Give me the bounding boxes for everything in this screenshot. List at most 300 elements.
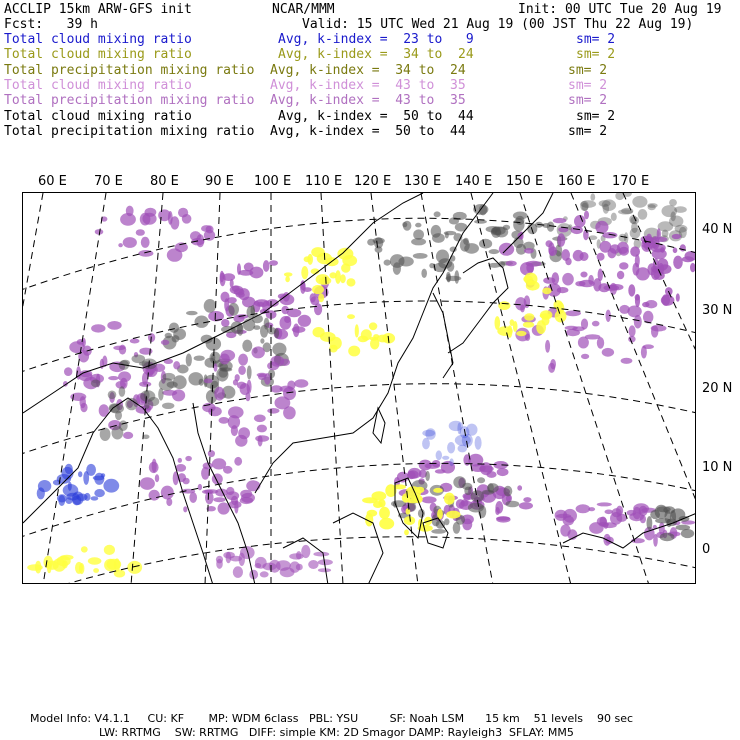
cloud-cell [565, 326, 578, 330]
cloud-cell [284, 316, 291, 323]
cloud-cell [136, 229, 145, 236]
field-name: Total cloud mixing ratio [4, 77, 192, 93]
cloud-cell [662, 230, 669, 238]
cloud-cell [621, 208, 633, 214]
cloud-cell [64, 367, 72, 376]
cloud-cell [446, 272, 451, 282]
cloud-cell [597, 502, 612, 506]
cloud-cell [287, 309, 301, 318]
cloud-cell [221, 319, 229, 327]
cloud-cell [555, 310, 567, 323]
cloud-cell [660, 533, 675, 541]
cloud-cell [442, 456, 449, 460]
field-levels: Avg, k-index = 34 to 24 [278, 47, 474, 63]
cloud-cell [370, 338, 379, 350]
cloud-cell [245, 392, 250, 401]
cloud-cell [139, 382, 151, 387]
cloud-cell [108, 376, 119, 380]
cloud-cell [519, 502, 533, 509]
latitude-label: 20 N [702, 381, 733, 396]
cloud-cell [645, 300, 657, 308]
cloud-cell [119, 345, 126, 355]
cloud-cell [660, 247, 665, 253]
model-title: ACCLIP 15km ARW-GFS init [4, 2, 192, 17]
cloud-cell [498, 301, 510, 310]
cloud-cell [194, 356, 205, 361]
cloud-cell [198, 484, 202, 490]
cloud-cell [218, 502, 230, 514]
cloud-cell [138, 250, 153, 257]
cloud-cell [597, 517, 607, 526]
cloud-cell [76, 494, 87, 501]
model-info-line1: Model Info: V4.1.1 CU: KF MP: WDM 6class PBL: YSU SF: Noah LSM 15 km 51 levels 90 sec [30, 712, 634, 725]
cloud-cell [655, 518, 671, 523]
cloud-cell [313, 552, 329, 557]
cloud-cell [235, 435, 247, 447]
longitude-line [43, 193, 106, 584]
cloud-cell [178, 458, 182, 463]
cloud-cell [444, 493, 455, 505]
cloud-cell [347, 314, 355, 319]
cloud-cell [58, 495, 65, 506]
cloud-cell [341, 263, 350, 272]
cloud-cell [398, 257, 413, 267]
coastline [433, 293, 453, 378]
cloud-cell [510, 319, 515, 326]
coastline [333, 513, 383, 584]
longitude-label: 110 E [305, 174, 343, 189]
cloud-cell [221, 326, 236, 333]
cloud-cell [214, 363, 218, 372]
cloud-cell [632, 196, 647, 208]
cloud-cell [369, 322, 377, 330]
cloud-cell [284, 272, 293, 276]
cloud-cell [627, 510, 637, 516]
cloud-cell [384, 260, 391, 266]
cloud-cell [422, 438, 430, 449]
model-info-line2: LW: RRTMG SW: RRTMG DIFF: simple KM: 2D Smagor DAMP: Rayleigh3 SFLAY: MM5 [99, 726, 574, 739]
cloud-cell [152, 459, 157, 473]
cloud-cell [312, 285, 324, 294]
longitude-label: 160 E [558, 174, 596, 189]
cloud-cell [247, 366, 252, 380]
cloud-cell [588, 275, 594, 285]
cloud-cell [656, 506, 670, 512]
cloud-cell [565, 258, 571, 265]
cloud-cell [431, 225, 441, 238]
cloud-cell [234, 457, 242, 466]
cloud-cell [313, 327, 325, 337]
cloud-cell [226, 552, 232, 563]
cloud-cell [402, 493, 410, 502]
cloud-cell [617, 271, 624, 280]
field-name: Total cloud mixing ratio [4, 108, 192, 124]
coastline [255, 273, 443, 493]
cloud-cell [588, 507, 595, 511]
cloud-cell [226, 491, 239, 500]
cloud-cell [119, 386, 126, 397]
cloud-cell [213, 497, 225, 502]
cloud-cell [516, 331, 526, 336]
cloud-cell [79, 563, 84, 574]
map-panel [22, 192, 696, 584]
cloud-cell [520, 304, 525, 312]
cloud-cell [495, 316, 501, 330]
cloud-cell [186, 354, 192, 367]
cloud-cell [130, 339, 140, 344]
cloud-cell [454, 270, 459, 283]
cloud-cell [669, 199, 677, 206]
cloud-cell [91, 380, 101, 388]
cloud-cell [107, 321, 121, 330]
cloud-cell [445, 232, 449, 238]
cloud-cell [616, 506, 623, 516]
longitude-label: 140 E [455, 174, 493, 189]
cloud-cell [413, 229, 424, 239]
cloud-cell [234, 500, 238, 513]
longitude-label: 100 E [254, 174, 292, 189]
cloud-cell [228, 415, 240, 429]
cloud-cell [444, 518, 449, 525]
cloud-cell [598, 269, 603, 282]
cloud-cell [619, 262, 628, 269]
cloud-cell [223, 466, 232, 474]
cloud-cell [575, 281, 585, 286]
latitude-label: 0 [702, 542, 711, 557]
cloud-cell [240, 497, 253, 504]
longitude-line [23, 193, 43, 333]
cloud-cell [488, 483, 494, 493]
cloud-cell [566, 329, 580, 336]
cloud-cell [329, 337, 341, 350]
cloud-cell [574, 215, 586, 228]
cloud-cell [527, 223, 537, 234]
cloud-cell [597, 337, 604, 349]
longitude-label: 130 E [404, 174, 442, 189]
cloud-cell [557, 233, 565, 247]
cloud-cell [662, 205, 678, 217]
cloud-cell [91, 496, 99, 500]
field-smoothing: sm= 2 [568, 62, 608, 78]
cloud-cell [524, 273, 537, 286]
cloud-cell [80, 403, 87, 412]
field-levels: Avg, k-index = 50 to 44 [270, 123, 466, 139]
field-levels: Avg, k-index = 34 to 24 [270, 62, 466, 78]
cloud-cell [38, 480, 51, 492]
cloud-cell [104, 545, 115, 555]
forecast-hour: Fcst: 39 h [4, 17, 98, 32]
cloud-cell [406, 508, 411, 514]
field-smoothing: sm= 2 [576, 108, 616, 124]
cloud-cell [648, 204, 656, 210]
cloud-cell [318, 559, 333, 565]
cloud-cell [240, 490, 252, 498]
cloud-cell [314, 303, 322, 315]
cloud-cell [517, 485, 522, 490]
cloud-cell [580, 272, 587, 278]
cloud-cell [86, 464, 96, 476]
cloud-cell [78, 471, 82, 477]
cloud-cell [204, 299, 216, 313]
cloud-cell [367, 239, 375, 246]
cloud-cell [318, 568, 331, 572]
cloud-cell [239, 553, 245, 566]
cloud-cell [557, 287, 569, 293]
cloud-cell [182, 214, 192, 224]
cloud-cell [247, 380, 252, 394]
cloud-cell [600, 241, 612, 253]
cloud-cell [173, 361, 180, 369]
cloud-cell [148, 397, 159, 406]
cloud-cell [415, 223, 421, 228]
cloud-cell [246, 480, 260, 491]
cloud-cell [228, 303, 239, 316]
cloud-cell [610, 244, 621, 254]
cloud-cell [673, 256, 683, 269]
cloud-cell [103, 479, 119, 493]
cloud-cell [335, 270, 341, 284]
cloud-cell [289, 561, 300, 572]
cloud-cell [402, 222, 407, 227]
cloud-cell [165, 333, 172, 338]
cloud-cell [641, 346, 647, 359]
cloud-cell [285, 276, 290, 282]
cloud-cell [597, 253, 605, 261]
cloud-cell [602, 199, 616, 211]
cloud-cell [379, 518, 394, 530]
cloud-cell [611, 213, 617, 221]
cloud-cell [545, 340, 550, 353]
cloud-cell [358, 336, 369, 343]
cloud-cell [123, 432, 133, 439]
field-levels: Avg, k-index = 50 to 44 [278, 108, 474, 124]
cloud-cell [619, 234, 627, 242]
cloud-cell [549, 246, 557, 256]
cloud-cell [108, 391, 117, 400]
cloud-cell [542, 288, 551, 295]
latitude-label: 10 N [702, 460, 733, 475]
cloud-cell [379, 507, 390, 519]
cloud-cell [318, 293, 324, 302]
field-name: Total precipitation mixing ratio [4, 62, 255, 78]
cloud-cell [419, 460, 432, 471]
cloud-cell [619, 305, 630, 314]
longitude-label: 60 E [38, 174, 67, 189]
cloud-cell [492, 227, 497, 233]
cloud-cell [468, 503, 484, 513]
cloud-cell [235, 374, 240, 381]
cloud-cell [214, 387, 224, 401]
cloud-cell [524, 313, 534, 320]
cloud-cell [504, 486, 513, 497]
cloud-cell [106, 559, 121, 570]
cloud-cell [661, 295, 675, 306]
cloud-cell [118, 243, 123, 247]
cloud-cell [690, 263, 696, 272]
cloud-cell [167, 248, 183, 261]
cloud-cell [416, 487, 425, 493]
cloud-cell [421, 269, 427, 278]
cloud-cell [506, 501, 520, 508]
cloud-cell [272, 343, 286, 356]
cloud-cell [216, 559, 223, 569]
org-label: NCAR/MMM [272, 2, 335, 17]
cloud-cell [449, 458, 453, 466]
cloud-cell [140, 477, 155, 490]
field-smoothing: sm= 2 [576, 47, 616, 63]
cloud-cell [267, 408, 279, 414]
cloud-cell [127, 561, 142, 574]
cloud-cell [308, 560, 318, 569]
cloud-cell [258, 374, 266, 380]
cloud-cell [347, 278, 356, 286]
cloud-cell [254, 415, 266, 423]
cloud-cell [630, 246, 640, 256]
cloud-cell [576, 504, 591, 513]
map-canvas [23, 193, 696, 584]
cloud-cell [536, 320, 546, 334]
cloud-cell [348, 346, 360, 357]
cloud-cell [155, 474, 159, 482]
cloud-cell [546, 240, 553, 247]
cloud-cell [298, 315, 311, 327]
cloud-cell [205, 491, 214, 504]
cloud-cell [466, 424, 477, 436]
cloud-cell [592, 321, 600, 327]
cloud-cell [223, 273, 236, 281]
cloud-cell [524, 248, 534, 254]
field-levels: Avg, k-index = 23 to 9 [278, 32, 474, 47]
cloud-cell [125, 398, 137, 410]
cloud-cell [489, 249, 500, 254]
cloud-cell [635, 294, 640, 300]
cloud-cell [162, 403, 174, 409]
cloud-cell [301, 266, 308, 279]
cloud-cell [585, 334, 601, 339]
cloud-cell [301, 545, 310, 558]
cloud-cell [652, 236, 660, 249]
cloud-cell [166, 498, 172, 506]
cloud-cell [581, 354, 589, 359]
cloud-cell [189, 492, 197, 503]
cloud-cell [595, 221, 608, 234]
cloud-cell [27, 564, 43, 571]
cloud-cell [629, 325, 636, 337]
cloud-cell [242, 340, 252, 352]
cloud-cell [337, 248, 353, 260]
cloud-cell [88, 557, 102, 564]
cloud-cell [425, 428, 435, 440]
cloud-cell [672, 234, 681, 239]
cloud-cell [307, 254, 313, 265]
cloud-cell [496, 516, 510, 522]
cloud-cell [516, 244, 526, 255]
cloud-cell [562, 273, 574, 286]
cloud-cell [283, 406, 296, 419]
cloud-cell [183, 506, 187, 512]
longitude-label: 80 E [150, 174, 179, 189]
cloud-cell [479, 239, 492, 249]
cloud-cell [234, 288, 245, 295]
cloud-cell [172, 335, 180, 342]
cloud-cell [260, 571, 269, 577]
cloud-cell [446, 511, 460, 519]
cloud-cell [300, 280, 306, 294]
cloud-cell [204, 379, 213, 384]
cloud-cell [254, 299, 269, 307]
cloud-cell [221, 350, 236, 361]
cloud-cell [270, 385, 282, 393]
cloud-cell [621, 358, 633, 364]
field-smoothing: sm= 2 [568, 77, 608, 93]
cloud-cell [421, 496, 436, 503]
cloud-cell [425, 471, 430, 481]
latitude-label: 30 N [702, 303, 733, 318]
cloud-cell [553, 218, 567, 223]
cloud-cell [434, 211, 441, 217]
cloud-cell [101, 473, 105, 477]
cloud-cell [523, 322, 534, 328]
cloud-cell [311, 247, 325, 257]
cloud-cell [619, 247, 629, 256]
cloud-cell [91, 324, 105, 332]
cloud-cell [262, 563, 276, 571]
cloud-cell [172, 389, 185, 401]
cloud-cell [119, 420, 128, 431]
cloud-cell [355, 324, 359, 337]
cloud-cell [375, 246, 383, 253]
cloud-cell [258, 435, 263, 446]
cloud-cell [636, 267, 650, 280]
field-name: Total precipitation mixing ratio [4, 93, 255, 109]
cloud-cell [462, 483, 472, 490]
cloud-cell [270, 356, 284, 367]
cloud-cell [477, 477, 485, 483]
cloud-cell [94, 489, 105, 497]
cloud-cell [513, 212, 528, 220]
cloud-cell [188, 372, 203, 385]
cloud-cell [543, 277, 555, 284]
cloud-cell [206, 225, 214, 233]
valid-time: Valid: 15 UTC Wed 21 Aug 19 (00 JST Thu 22 Aug 19) [302, 17, 694, 32]
cloud-cell [120, 213, 136, 226]
cloud-cell [221, 292, 230, 303]
field-name: Total cloud mixing ratio [4, 32, 192, 47]
cloud-cell [627, 306, 641, 318]
cloud-cell [233, 566, 243, 578]
cloud-cell [433, 488, 443, 493]
cloud-cell [681, 529, 694, 538]
coastline [373, 408, 385, 443]
cloud-cell [503, 225, 510, 230]
cloud-cell [495, 507, 500, 515]
cloud-cell [53, 558, 66, 572]
cloud-cell [413, 253, 428, 259]
cloud-cell [208, 450, 215, 457]
longitude-label: 70 E [94, 174, 123, 189]
cloud-cell [81, 546, 88, 552]
cloud-cell [47, 561, 52, 573]
cloud-cell [657, 258, 668, 270]
cloud-cell [186, 311, 198, 315]
longitude-label: 90 E [205, 174, 234, 189]
cloud-cell [212, 474, 223, 485]
cloud-cell [584, 211, 589, 220]
cloud-cell [219, 417, 230, 424]
cloud-cell [263, 260, 270, 272]
cloud-cell [610, 283, 617, 295]
cloud-cell [237, 382, 246, 389]
